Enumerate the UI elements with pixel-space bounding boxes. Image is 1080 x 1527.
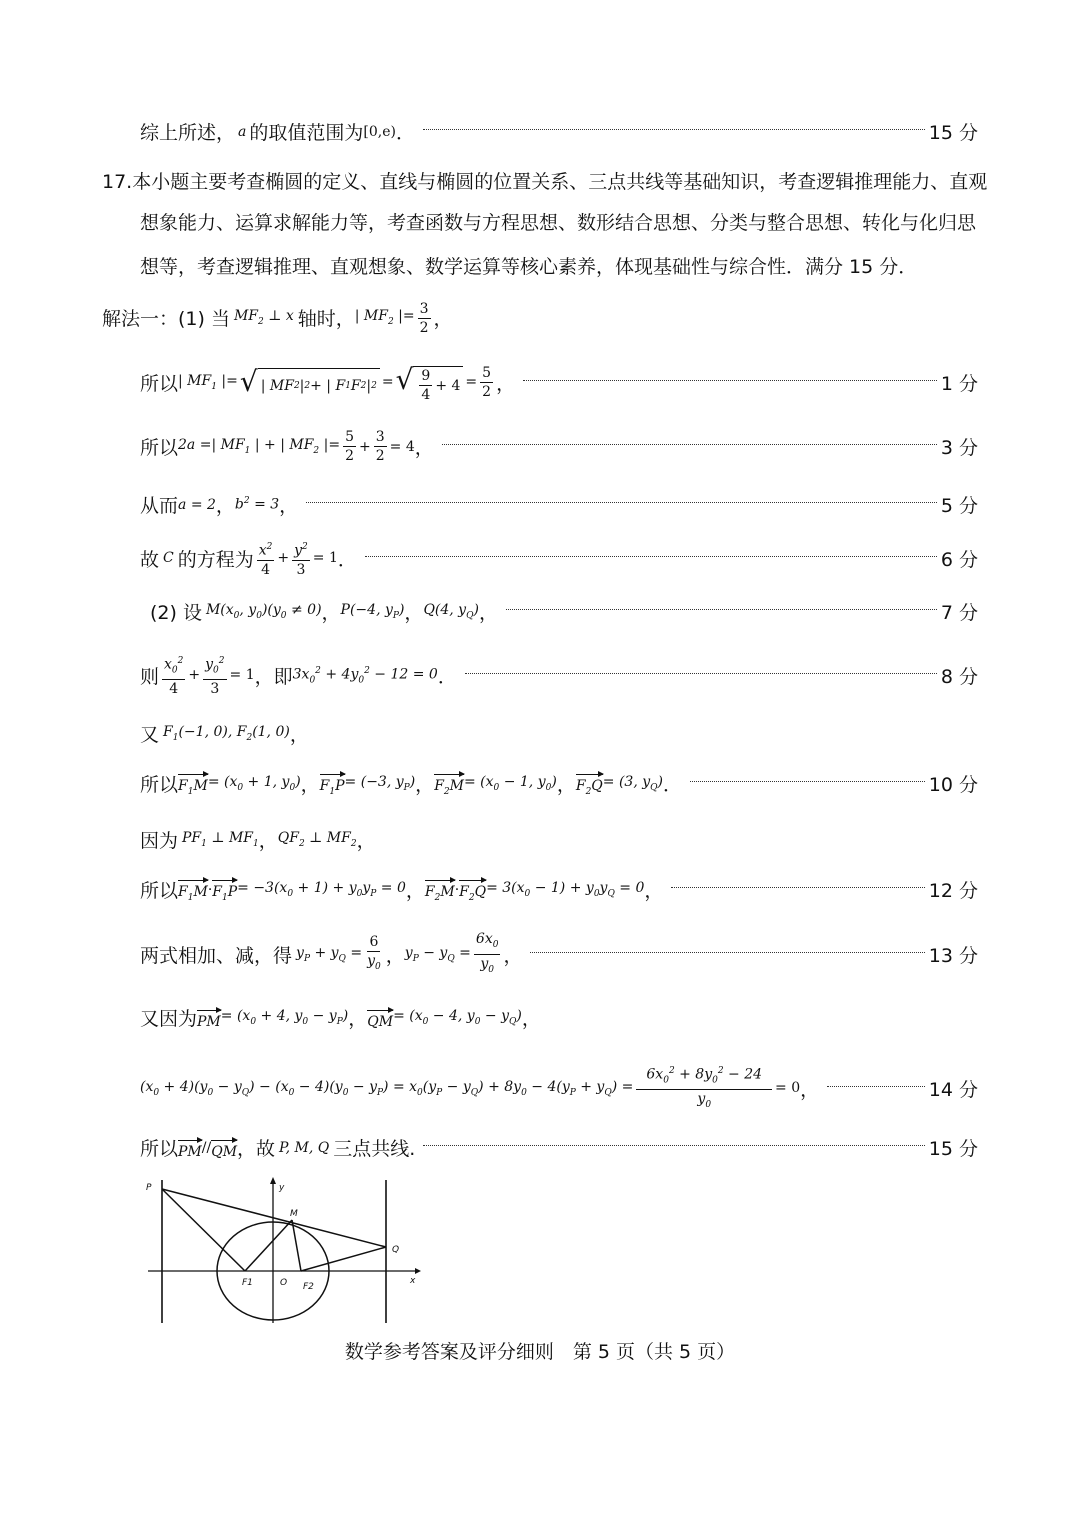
- leader-dots: [690, 781, 925, 782]
- summary-var: a: [238, 123, 247, 140]
- leader-dots: [827, 1086, 925, 1087]
- score: 15 分: [928, 122, 978, 144]
- leader-dots: [671, 887, 924, 888]
- label-x: x: [410, 1276, 416, 1286]
- label-f2: F2: [303, 1282, 314, 1292]
- step-row: 所以 $F_1M$ · $F_1P$ = $-3(x_0 + 1) + y_0y_P = 0$ ， $F_2M$ · $F_2Q$ = $3(x_0 - 1) + y_0y_Q = 0$ ， 12 分: [140, 876, 978, 903]
- step-row: (2) 设 $M(x_0$, $y_0)(y_0 \ne 0)$ ， P(−4, $y_P$) ， Q(4, $y_Q$) ， 7 分: [150, 598, 978, 625]
- step-row: 从而 a = 2 ， $b^2 = 3$ ， 5 分: [140, 491, 978, 518]
- step-row: 所以 $F_1M$ = ($x_0 + 1$, $y_0$) ， $F_1P$ = (−3, $y_P$) ， $F_2M$ = ($x_0 - 1$, $y_0$) ， $F_2Q$ = (3, $y_Q$) ． 10 分: [140, 770, 978, 797]
- leader-dots: [442, 444, 937, 445]
- score: 3 分: [940, 437, 978, 459]
- page-footer: 数学参考答案及评分细则 第 5 页（共 5 页）: [344, 1341, 736, 1363]
- step-row: 故 C 的方程为 $\frac{x^2}{4}$ + $\frac{y^2}{3}$ = 1 ． 6 分: [140, 538, 978, 579]
- score: 12 分: [928, 880, 978, 902]
- label-y: y: [279, 1183, 285, 1193]
- step-prefix: 所以: [140, 774, 179, 796]
- step-prefix: 两式相加、减，得: [140, 944, 293, 967]
- summary-row: [140, 118, 978, 145]
- segment-pf1: [162, 1189, 245, 1271]
- score: 5 分: [940, 495, 978, 517]
- leader-dots: [365, 556, 937, 557]
- step-row: 又因为 PM = ($x_0 + 4$, $y_0 - y_P$) ， QM = ($x_0 - 4$, $y_0 - y_Q$) ，: [140, 1004, 978, 1031]
- step-prefix: 从而: [140, 495, 179, 517]
- score: 10 分: [928, 774, 978, 796]
- summary-mid: 的取值范围为: [249, 122, 364, 144]
- step-mid: 的方程为: [177, 548, 254, 571]
- step-prefix: 又: [140, 724, 160, 746]
- step-row: 因为 $PF_1$ ⊥ $MF_1$ ， $QF_2$ ⊥ $MF_2$ ，: [140, 826, 978, 853]
- step-prefix: 故: [140, 548, 160, 571]
- step-prefix: 则: [140, 665, 160, 688]
- score: 1 分: [940, 372, 978, 395]
- step-prefix: 所以: [140, 880, 179, 902]
- step-prefix: 因为: [140, 830, 179, 852]
- leader-dots: [423, 1145, 924, 1146]
- score: 14 分: [928, 1078, 978, 1101]
- step-row: 所以 PM // QM ，故 P, M, Q 三点共线. 15 分: [140, 1134, 978, 1161]
- leader-dots: [423, 129, 925, 130]
- label-q: Q: [392, 1245, 400, 1255]
- step-prefix: 又因为: [140, 1008, 198, 1030]
- score: 13 分: [928, 944, 978, 967]
- summary-end: ．: [395, 122, 415, 144]
- leader-dots: [306, 502, 937, 503]
- score: 7 分: [940, 602, 978, 624]
- step-row: 所以 2a =| $MF_1$ | + | $MF_2$ |= $\frac{5}{2}$ + $\frac{3}{2}$ = 4 ， 3 分: [140, 429, 978, 464]
- step-mid: ，即: [254, 665, 293, 688]
- step-prefix: 所以: [140, 1138, 179, 1160]
- leader-dots: [523, 380, 937, 381]
- y-axis-arrow: [270, 1177, 276, 1184]
- score: 15 分: [928, 1138, 978, 1160]
- step-prefix: (2) 设: [150, 602, 202, 624]
- method-mid: 轴时，: [297, 307, 355, 330]
- step-prefix: 所以: [140, 437, 179, 459]
- segment-f1m: [245, 1220, 292, 1271]
- summary-prefix: 综上所述，: [140, 122, 236, 144]
- q17-line1: 17.本小题主要考查椭圆的定义、直线与椭圆的位置关系、三点共线等基础知识，考查逻辑推理能力、直观: [102, 171, 988, 193]
- method-header: 解法一：(1) 当 $MF_2$ ⊥ x 轴时， | $MF_2$ |= $\frac{3}{2}$ ，: [102, 301, 453, 336]
- score: 8 分: [940, 665, 978, 688]
- label-m: M: [290, 1209, 298, 1219]
- method-label: 解法一：(1) 当: [102, 307, 230, 330]
- leader-dots: [506, 609, 937, 610]
- step-row: $(x_0 + 4)(y_0 - y_Q) - (x_0 - 4)(y_0 - y_P) = x_0(y_P - y_Q) + 8y_0 - 4(y_P + y_Q)$ = $\frac{6x_0^2 + 8y_0^2 - 24}{y_0}$ = 0 ， 14 分: [140, 1062, 978, 1114]
- q17-line3: 想等，考查逻辑推理、直观想象、数学运算等核心素养，体现基础性与综合性．满分 15 分．: [140, 256, 918, 278]
- step-row: 两式相加、减，得 $y_P + y_Q$ = $\frac{6}{y_0}$ ， $y_P - y_Q$ = $\frac{6x_0}{y_0}$ ， 13 分: [140, 931, 978, 975]
- step-mid: ，故: [237, 1138, 276, 1160]
- step-row: 所以 | $MF_1$ |= √ | MF 2 | 2 + | F 1 F 2 | 2 = √ $\frac{9}{4}$ + 4 = $\frac{5}{2}$ ， 1 分: [140, 363, 978, 403]
- label-f1: F1: [242, 1278, 253, 1288]
- step-row: 则 $\frac{x_0^2}{4}$ + $\frac{y_0^2}{3}$ = 1 ，即 $3x_0^2 + 4y_0^2 - 12 = 0$ ． 8 分: [140, 652, 978, 698]
- label-o: O: [280, 1278, 288, 1288]
- step-row: 又 $F_1(-1$, 0), $F_2(1$, 0) ，: [140, 720, 978, 747]
- segment-f2q: [301, 1247, 386, 1271]
- leader-dots: [530, 952, 924, 953]
- summary-range: [0,e): [363, 123, 396, 140]
- ellipse-figure: [140, 1175, 430, 1325]
- q17-line2: 想象能力、运算求解能力等，考查函数与方程思想、数形结合思想、分类与整合思想、转化与化归思: [140, 212, 977, 234]
- x-axis-arrow: [415, 1268, 421, 1274]
- segment-pq: [162, 1189, 386, 1247]
- step-prefix: 所以: [140, 372, 179, 395]
- score: 6 分: [940, 548, 978, 571]
- label-p: P: [146, 1183, 152, 1193]
- leader-dots: [465, 673, 937, 674]
- step-end: 三点共线.: [333, 1138, 416, 1160]
